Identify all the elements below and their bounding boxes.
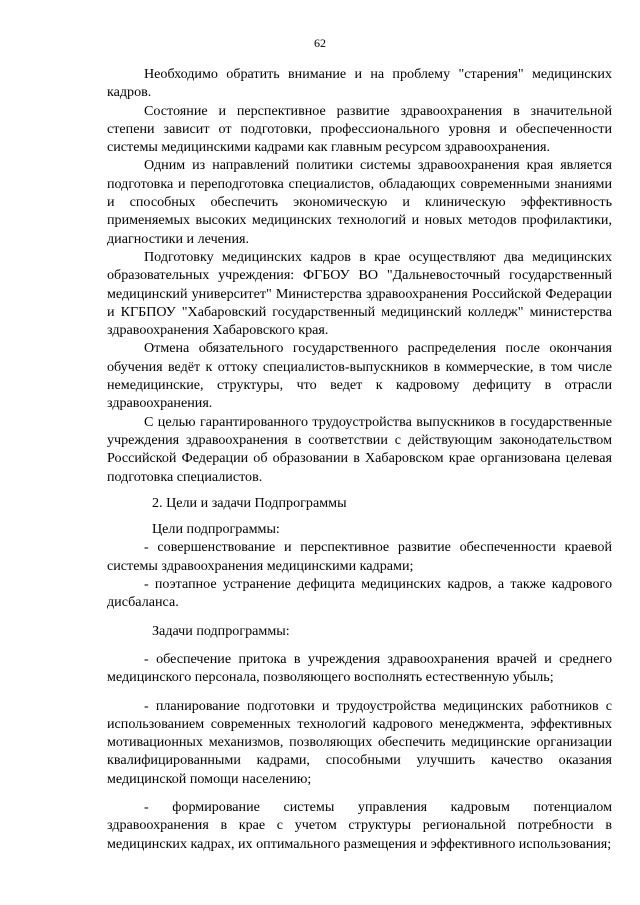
paragraph-policy-direction: Одним из направлений политики системы здравоохранения края является подготовка и переподготовка специалистов, обладающих современными знаниями и способных обеспечить экономическую и клиническую эффективность применяемых высоких медицинских технологий и новых методов профилактики, диагностики и лечения. (107, 157, 612, 247)
task-item-3: - формирование системы управления кадровым потенциалом здравоохранения в крае с учетом структуры региональной потребности в медицинских кадрах, их оптимального размещения и эффективного использования; (107, 798, 612, 852)
paragraph-aging-staff: Необходимо обратить внимание и на проблему "старения" медицинских кадров. (107, 66, 612, 101)
tasks-heading: Задачи подпрограммы: (152, 622, 290, 639)
paragraph-healthcare-development: Состояние и перспективное развитие здравоохранения в значительной степени зависит от подготовки, профессионального уровня и обеспеченности системы медицинскими кадрами как главным ресурсом здравоохранения. (107, 102, 612, 156)
goals-heading: Цели подпрограммы: (152, 521, 280, 538)
task-item-2: - планирование подготовки и трудоустройства медицинских работников с использованием современных технологий кадрового менеджмента, эффективных мотивационных механизмов, позволяющих обеспечить медицинские организации квалифицированными кадрами, способными улучшить качество оказания медицинской помощи населению; (107, 697, 612, 787)
paragraph-targeted-training: С целью гарантированного трудоустройства выпускников в государственные учреждения здравоохранения в соответствии с действующим законодательством Российской Федерации об образовании в Хабаровском крае организована целевая подготовка специалистов. (107, 413, 612, 485)
paragraph-training-institutions: Подготовку медицинских кадров в крае осуществляют два медицинских образовательных учреждения: ФГБОУ ВО "Дальневосточный государственный медицинский университет" Министерства здравоохранения Российской Федерации и КГБПОУ "Хабаровский государственный медицинский колледж" министерства здравоохранения Хабаровского края. (107, 248, 612, 339)
goal-item-2: - поэтапное устранение дефицита медицинских кадров, а также кадрового дисбаланса. (107, 576, 612, 611)
section-heading-goals-tasks: 2. Цели и задачи Подпрограммы (152, 494, 347, 511)
page-number: 62 (314, 36, 326, 50)
task-item-1: - обеспечение притока в учреждения здравоохранения врачей и среднего медицинского персонала, позволяющего восполнять естественную убыль; (107, 650, 612, 686)
document-body (107, 65, 612, 853)
paragraph-distribution-cancellation: Отмена обязательного государственного распределения после окончания обучения ведёт к оттоку специалистов-выпускников в коммерческие, в том числе немедицинские, структуры, что ведет к кадровому дефициту в отрасли здравоохранения. (107, 340, 612, 412)
goal-item-1: - совершенствование и перспективное развитие обеспеченности краевой системы здравоохранения медицинскими кадрами; (107, 539, 612, 574)
